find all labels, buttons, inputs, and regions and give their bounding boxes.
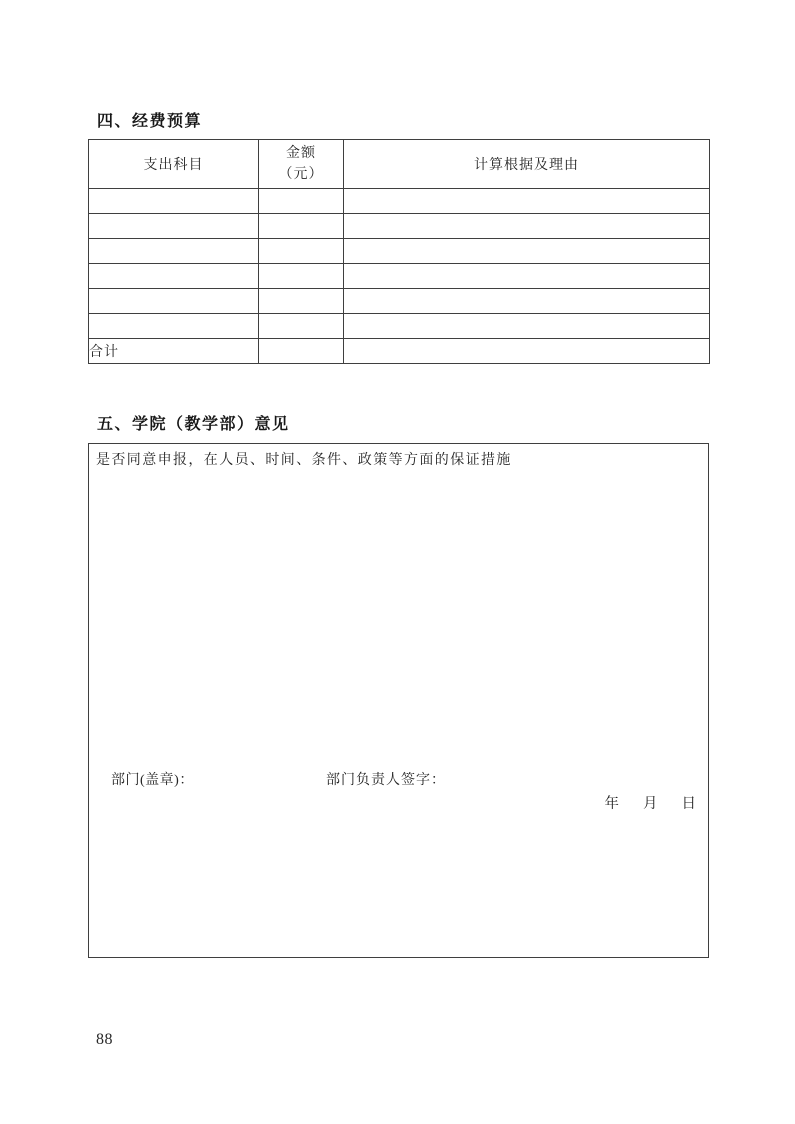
amount-cell bbox=[259, 314, 344, 339]
expense-item-cell bbox=[89, 289, 259, 314]
basis-cell bbox=[344, 239, 710, 264]
budget-empty-row bbox=[89, 264, 710, 289]
budget-total-row bbox=[89, 339, 710, 364]
expense-item-cell bbox=[89, 264, 259, 289]
expense-item-cell bbox=[89, 314, 259, 339]
col-header-expense-item: 支出科目 bbox=[89, 140, 259, 189]
month-label: 月 bbox=[643, 796, 658, 812]
opinion-box bbox=[88, 443, 709, 958]
budget-section-title: 四、经费预算 bbox=[97, 113, 203, 130]
amount-cell bbox=[259, 214, 344, 239]
opinion-prompt: 是否同意申报，在人员、时间、条件、政策等方面的保证措施 bbox=[96, 453, 512, 468]
head-signature-label: 部门负责人签字： bbox=[326, 773, 446, 788]
basis-cell bbox=[344, 189, 710, 214]
col-header-basis: 计算根据及理由 bbox=[344, 140, 710, 189]
budget-table-body bbox=[89, 189, 710, 364]
basis-cell bbox=[344, 289, 710, 314]
day-label: 日 bbox=[681, 796, 696, 812]
amount-cell bbox=[259, 239, 344, 264]
expense-item-cell bbox=[89, 239, 259, 264]
budget-empty-row bbox=[89, 314, 710, 339]
basis-cell bbox=[344, 214, 710, 239]
expense-item-cell bbox=[89, 189, 259, 214]
budget-empty-row bbox=[89, 289, 710, 314]
amount-cell bbox=[259, 264, 344, 289]
col-header-amount-line1: 金额 bbox=[286, 146, 316, 161]
total-label-cell: 合计 bbox=[89, 339, 259, 364]
budget-empty-row bbox=[89, 214, 710, 239]
budget-header-row bbox=[89, 140, 710, 189]
basis-cell bbox=[344, 314, 710, 339]
date-line bbox=[605, 792, 697, 813]
col-header-amount bbox=[259, 140, 344, 189]
col-header-amount-line2: （元） bbox=[278, 167, 324, 182]
amount-cell bbox=[259, 289, 344, 314]
total-basis-cell bbox=[344, 339, 710, 364]
amount-cell bbox=[259, 189, 344, 214]
opinion-section-title: 五、学院（教学部）意见 bbox=[97, 416, 290, 433]
department-seal-label: 部门(盖章)： bbox=[111, 773, 194, 788]
basis-cell bbox=[344, 264, 710, 289]
total-amount-cell bbox=[259, 339, 344, 364]
expense-item-cell bbox=[89, 214, 259, 239]
year-label: 年 bbox=[604, 796, 619, 812]
budget-empty-row bbox=[89, 239, 710, 264]
page-number: 88 bbox=[96, 1031, 113, 1048]
budget-empty-row bbox=[89, 189, 710, 214]
budget-table bbox=[88, 139, 710, 364]
